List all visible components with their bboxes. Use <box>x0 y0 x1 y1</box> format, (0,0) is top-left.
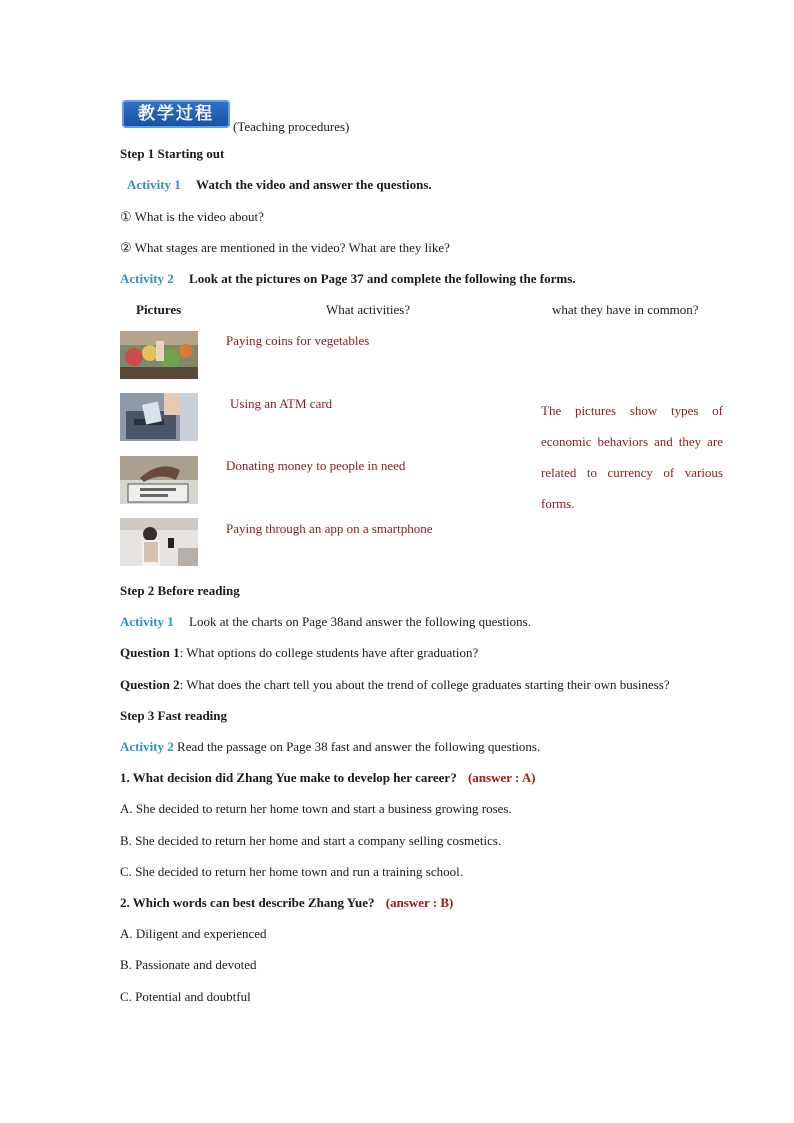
atm-card-image <box>120 393 198 441</box>
row-activity: Paying coins for vegetables <box>226 333 370 348</box>
step1-question-1: ① What is the video about? <box>120 209 264 224</box>
step2-question-1 <box>120 645 478 661</box>
smartphone-payment-image <box>120 518 198 566</box>
donation-box-image <box>120 456 198 504</box>
answer-label: (answer : B) <box>385 895 454 910</box>
market-stall-image <box>120 331 198 379</box>
question-2 <box>120 895 453 911</box>
option-a: A. Diligent and experienced <box>120 926 267 941</box>
table-header-pictures: Pictures <box>136 302 182 317</box>
option-a: A. She decided to return her home town and start a business growing roses. <box>120 801 512 816</box>
activity-label: Activity 1 <box>127 177 181 192</box>
activity-label: Activity 1 <box>120 614 174 629</box>
option-b: B. Passionate and devoted <box>120 957 257 972</box>
option-c: C. She decided to return her home town and run a training school. <box>120 864 463 879</box>
step1-question-2: ② What stages are mentioned in the video? What are they like? <box>120 240 450 255</box>
badge-subtitle: (Teaching procedures) <box>233 119 350 134</box>
option-b: B. She decided to return her home and start a company selling cosmetics. <box>120 833 502 848</box>
activity-label: Activity 2 <box>120 739 174 754</box>
activity-instruction: Look at the charts on Page 38and answer the following questions. <box>189 614 531 629</box>
question-text: 2. Which words can best describe Zhang Yue? <box>120 895 375 910</box>
step2-activity1 <box>120 614 531 630</box>
common-answer: The pictures show types of economic behaviors and they are related to currency of various forms. <box>541 403 723 511</box>
question-text: 1. What decision did Zhang Yue make to develop her career? <box>120 770 457 785</box>
activity-instruction: Read the passage on Page 38 fast and answer the following questions. <box>173 739 541 754</box>
question-label: Question 2 <box>120 677 180 692</box>
step3-activity2 <box>120 739 540 755</box>
step1-activity2 <box>120 271 576 287</box>
step1-activity1 <box>127 177 432 193</box>
question-label: Question 1 <box>120 645 180 660</box>
step2-title: Step 2 Before reading <box>120 583 240 598</box>
option-c: C. Potential and doubtful <box>120 989 251 1004</box>
answer-label: (answer : A) <box>467 770 536 785</box>
row-activity: Paying through an app on a smartphone <box>226 521 433 536</box>
step2-question-2 <box>120 677 670 693</box>
step3-title: Step 3 Fast reading <box>120 708 228 723</box>
question-1 <box>120 770 536 786</box>
question-text: : What does the chart tell you about the trend of college graduates starting their own business? <box>179 677 670 692</box>
activity-instruction: Look at the pictures on Page 37 and complete the following the forms. <box>189 271 576 286</box>
row-activity: Donating money to people in need <box>226 458 406 473</box>
row-activity: Using an ATM card <box>230 396 333 411</box>
activity-instruction: Watch the video and answer the questions. <box>196 177 432 192</box>
step1-title: Step 1 Starting out <box>120 146 225 161</box>
table-header-common: what they have in common? <box>552 302 699 317</box>
teaching-procedures-badge: 教学过程 <box>122 100 230 128</box>
table-header-activities: What activities? <box>326 302 411 317</box>
activity-label: Activity 2 <box>120 271 174 286</box>
question-text: : What options do college students have after graduation? <box>179 645 479 660</box>
